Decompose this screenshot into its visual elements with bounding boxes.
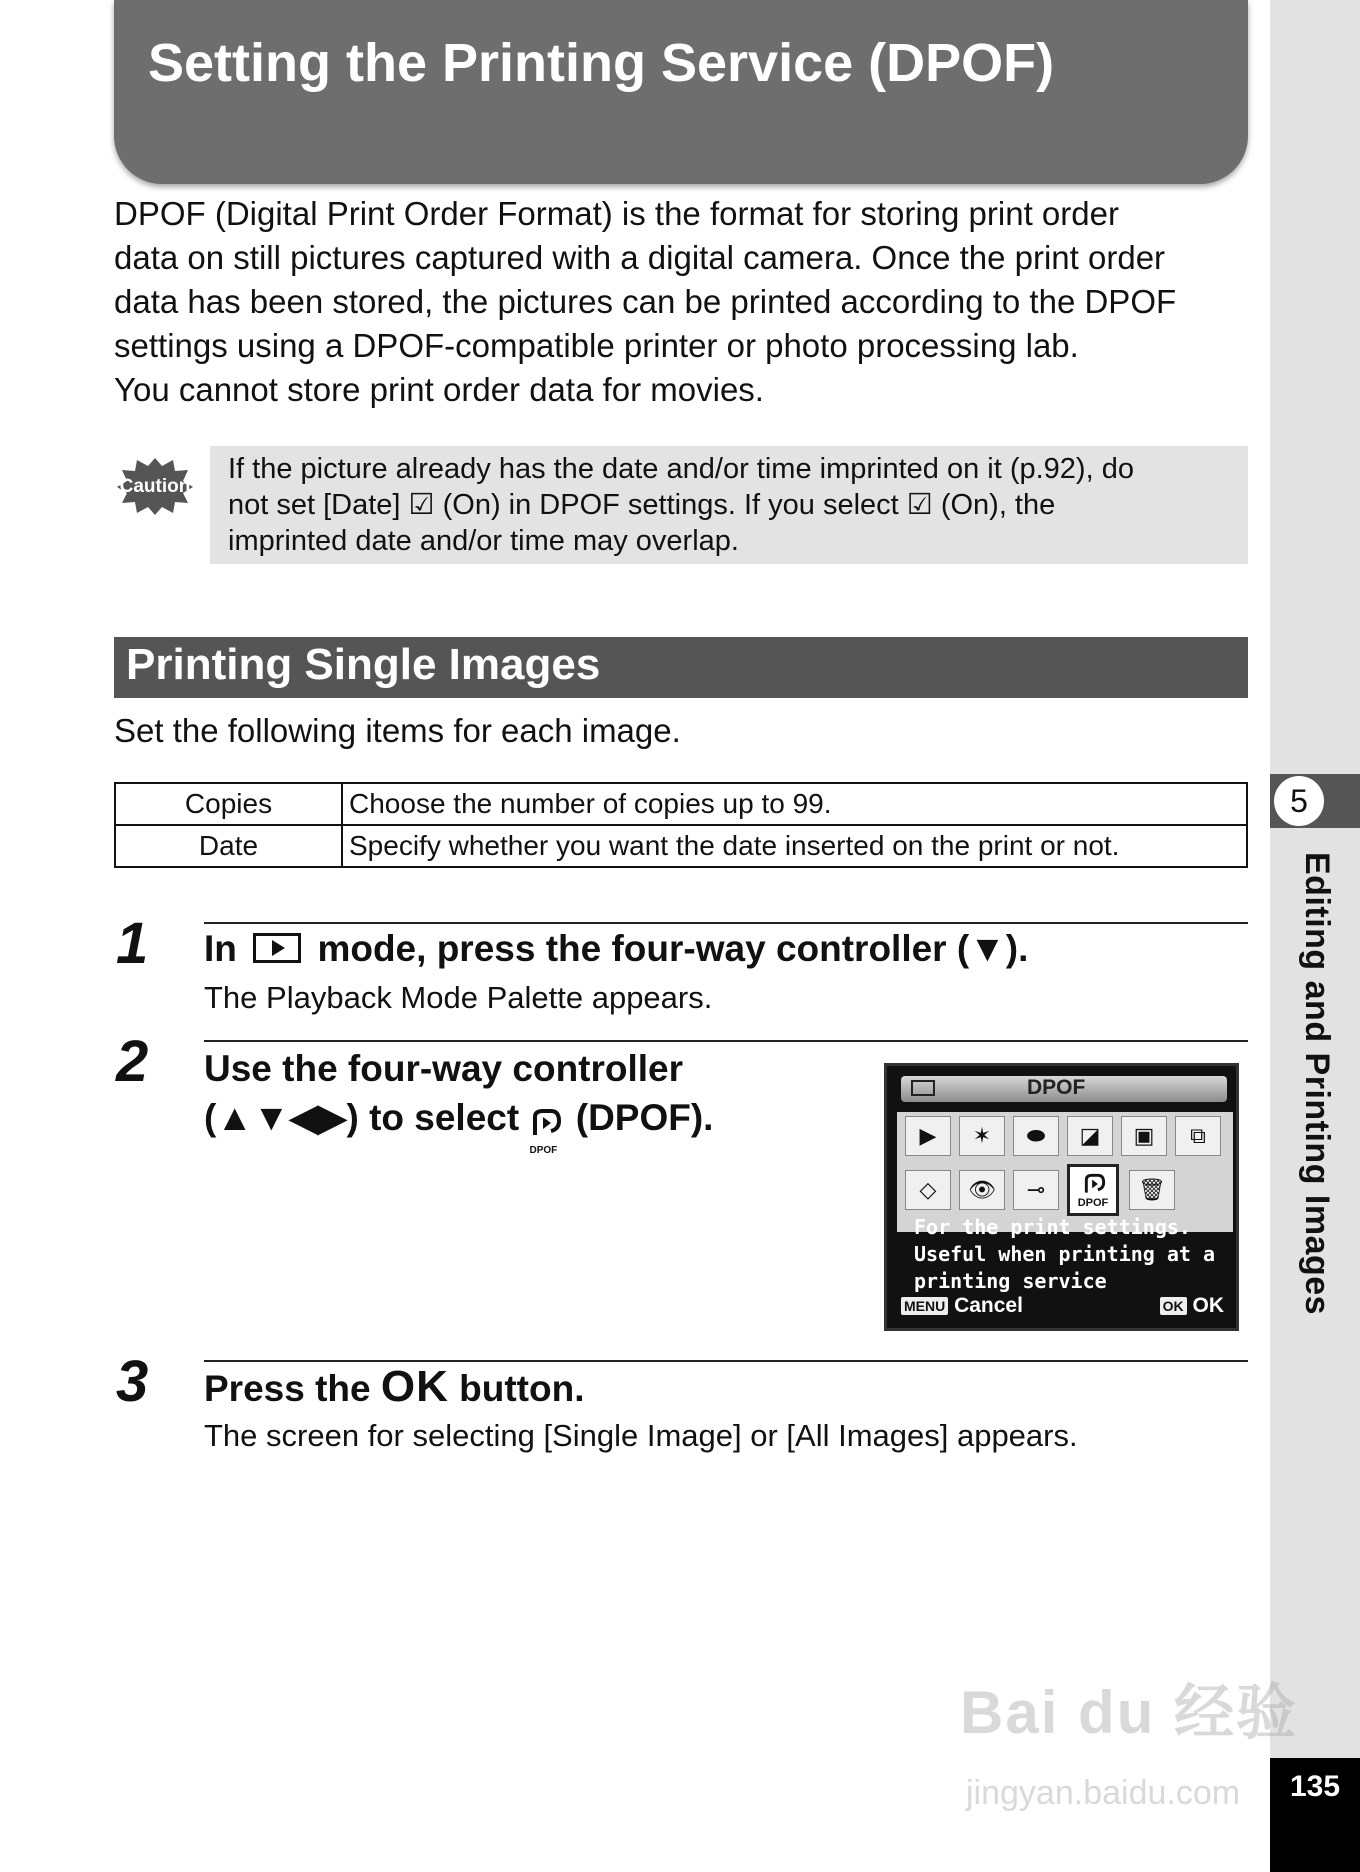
palette-item[interactable] (1129, 1170, 1175, 1210)
palette-item[interactable] (905, 1170, 951, 1210)
step-heading: Press the OK button. (204, 1362, 585, 1411)
section-intro: Set the following items for each image. (114, 712, 681, 749)
section-title: Printing Single Images (126, 640, 601, 689)
caution-icon (116, 456, 194, 516)
caution-line: not set [Date] ☑ (On) in DPOF settings. If you select ☑ (On), the (228, 489, 1056, 521)
check-on-icon: ☑ (408, 489, 435, 521)
protect-key-icon: ⊸ (1026, 1177, 1046, 1202)
caution-icon-label: Caution (119, 476, 191, 497)
palette-item[interactable] (1013, 1116, 1059, 1156)
table-cell-item: Date (115, 825, 342, 867)
digital-filter-icon: ✶ (972, 1123, 992, 1148)
table-row (115, 783, 1247, 825)
table-cell-desc: Specify whether you want the date inserted on the print or not. (342, 825, 1247, 867)
palette-item[interactable] (1175, 1116, 1221, 1156)
frame-icon: ⬬ (1026, 1123, 1046, 1148)
table-cell-item: Copies (115, 783, 342, 825)
camera-lcd-screenshot (884, 1063, 1239, 1331)
step-heading: In mode, press the four-way controller (▼). (204, 928, 1029, 969)
check-on-icon: ☑ (906, 489, 933, 521)
lcd-message: For the print settings. Useful when printing at a printing service (914, 1215, 1216, 1293)
table-row (115, 825, 1247, 867)
playback-mode-icon (253, 933, 301, 963)
caution-line: If the picture already has the date and/or time imprinted on it (p.92), do (228, 453, 1134, 485)
palette-item[interactable] (959, 1170, 1005, 1210)
playback-icon (911, 1080, 935, 1096)
settings-table (114, 782, 1248, 868)
step-description: The screen for selecting [Single Image] or [All Images] appears. (204, 1418, 1078, 1453)
slideshow-icon: ▶ (919, 1123, 937, 1148)
intro-line: data on still pictures captured with a digital camera. Once the print order (114, 239, 1166, 276)
lcd-title: DPOF (1027, 1076, 1086, 1099)
chapter-number: 5 (1274, 776, 1324, 826)
page-number: 135 (1289, 1770, 1341, 1803)
palette-item-dpof[interactable] (1067, 1164, 1119, 1216)
caution-text (228, 451, 1238, 559)
palette-item[interactable] (1067, 1116, 1113, 1156)
intro-line: DPOF (Digital Print Order Format) is the format for storing print order (114, 195, 1119, 232)
step-description: The Playback Mode Palette appears. (204, 980, 713, 1015)
caution-line: imprinted date and/or time may overlap. (228, 525, 739, 557)
copy-icon: ⧉ (1190, 1123, 1206, 1148)
intro-line: data has been stored, the pictures can be printed according to the DPOF (114, 283, 1177, 320)
dpof-icon (1082, 1173, 1108, 1195)
ok-button-label: OK (380, 1362, 449, 1411)
intro-paragraph (114, 192, 1254, 412)
watermark-url: jingyan.baidu.com (966, 1774, 1241, 1812)
menu-key[interactable]: MENU (901, 1297, 948, 1315)
palette-item[interactable] (1121, 1116, 1167, 1156)
ok-key[interactable]: OK (1160, 1297, 1187, 1315)
palette-item[interactable] (905, 1116, 951, 1156)
resize-icon: ◪ (1079, 1123, 1101, 1148)
step-number: 2 (116, 1029, 149, 1094)
step-divider (204, 1040, 1248, 1042)
cancel-label: Cancel (954, 1294, 1023, 1317)
watermark-logo: Bai du 经验 (960, 1679, 1299, 1746)
dpof-icon: DPOF (529, 1100, 565, 1140)
palette-item[interactable] (959, 1116, 1005, 1156)
rotate-icon: ◇ (919, 1177, 937, 1202)
intro-line: settings using a DPOF-compatible printer or photo processing lab. (114, 327, 1079, 364)
step-number: 3 (116, 1349, 149, 1414)
step-heading: Use the four-way controller (▲▼◀▶) to select DPOF (DPOF). (204, 1048, 714, 1157)
ok-label: OK (1192, 1294, 1224, 1317)
dpof-label: DPOF (1077, 1197, 1109, 1209)
palette-item[interactable] (1013, 1170, 1059, 1210)
intro-line: You cannot store print order data for movies. (114, 371, 764, 408)
page-title: Setting the Printing Service (DPOF) (148, 33, 1055, 93)
step-number: 1 (116, 911, 149, 976)
chapter-title: Editing and Printing Images (1298, 852, 1336, 1316)
lcd-footer (901, 1294, 1226, 1320)
delete-icon: 🗑 (1138, 1177, 1166, 1202)
red-eye-icon: 👁 (968, 1177, 996, 1202)
cropping-icon: ▣ (1133, 1123, 1155, 1148)
table-cell-desc: Choose the number of copies up to 99. (342, 783, 1247, 825)
